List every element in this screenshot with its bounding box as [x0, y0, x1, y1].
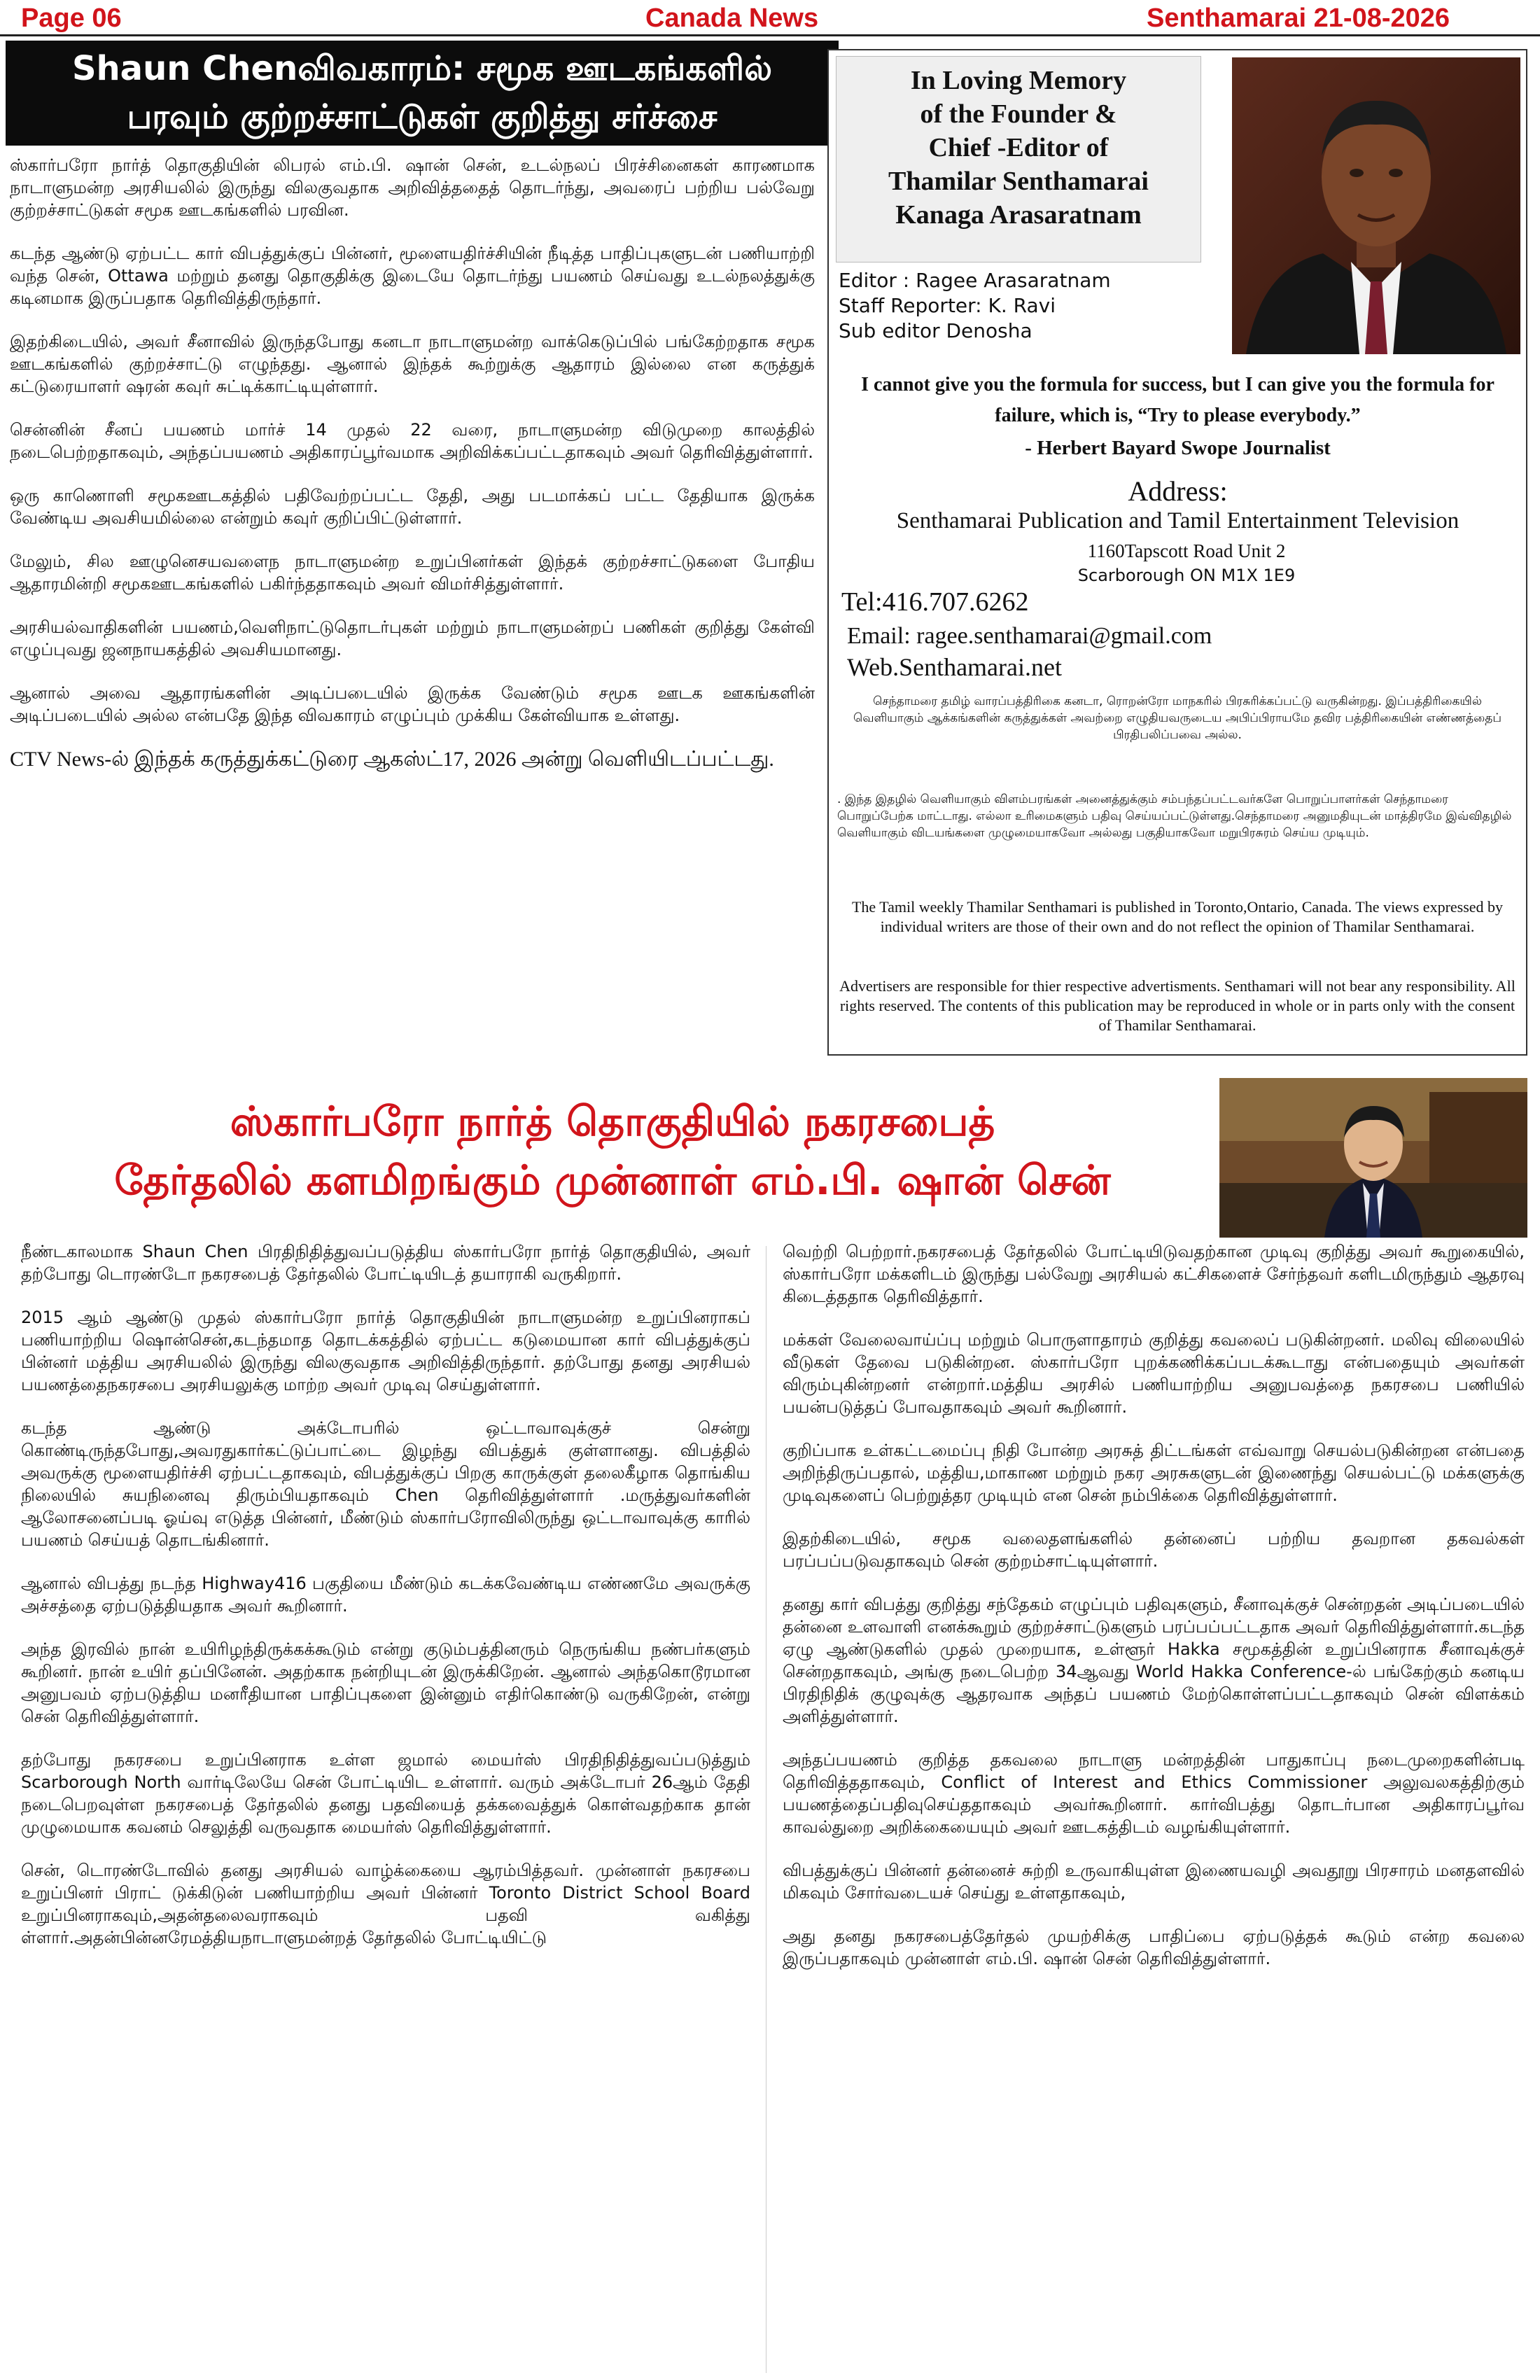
- address-city: Scarborough ON M1X 1E9: [1077, 566, 1296, 585]
- address-heading: Address:: [1128, 475, 1228, 507]
- paragraph: இதற்கிடையில், சமூக வலைதளங்களில் தன்னைப் பற்றிய தவறான தகவல்கள் பரப்பப்படுவதாகவும் சென் குற்றம்சாட்டியுள்ளார்.: [783, 1529, 1525, 1571]
- bottom-article-right-column: [783, 1240, 1525, 2374]
- reporter-credit: Staff Reporter: K. Ravi: [839, 294, 1056, 317]
- top-headline-line2: பரவும் குற்றச்சாட்டுகள் குறித்து சர்ச்சை: [127, 97, 718, 136]
- bottom-article-headline: [21, 1092, 1204, 1211]
- memorial-line: In Loving Memory: [910, 66, 1127, 95]
- paragraph: நீண்டகாலமாக Shaun Chen பிரதிநிதித்துவப்படுத்திய ஸ்கார்பரோ நார்த் தொகுதியில், அவர் தற்போது டொரண்டோ நகரசபைத் தேர்தலில் போட்டியிடத் தயாராகி வருகிறார்.: [21, 1242, 750, 1284]
- disclaimer-english-2: Advertisers are responsible for thier respective advertisments. Senthamari will not bear any responsibility. All rights reserved. The contents of this publication may be reproduced in whole or in parts only with the consent of Thamilar Senthamarai.: [839, 977, 1516, 1034]
- paragraph: ஆனால் அவை ஆதாரங்களின் அடிப்படையில் இருக்க வேண்டும் சமூக ஊடக ஊகங்களின் அடிப்படையில் அல்ல என்பதே இந்த விவகாரம் எழுப்பும் முக்கிய கேள்வியாக உள்ளது.: [10, 683, 815, 725]
- memorial-title: [836, 56, 1201, 262]
- email-address: Email: ragee.senthamarai@gmail.com: [847, 623, 1212, 649]
- subeditor-credit: Sub editor Denosha: [839, 319, 1032, 342]
- paragraph: தற்போது நகரசபை உறுப்பினராக உள்ள ஜமால் மையர்ஸ் பிரதிநிதித்துவப்படுத்தும் Scarborough North வார்டிலேயே சென் போட்டியிட உள்ளார். வரும் அக்டோபர் 26ஆம் தேதி நடைபெறவுள்ள நகரசபைத் தேர்தலில் தனது பதவியைத் தக்கவைத்துக் கொள்வதற்காக தான் முழுமையாக கவனம் செலுத்தி வருவதாக மையர்ஸ் தெரிவித்துள்ளார்.: [21, 1750, 750, 1837]
- disclaimer-english-1: The Tamil weekly Thamilar Senthamari is published in Toronto,Ontario, Canada. The views expressed by individual writers are those of their own and do not reflect the opinion of Thamilar Senthamarai.: [851, 898, 1504, 935]
- paragraph: கடந்த ஆண்டு ஏற்பட்ட கார் விபத்துக்குப் பின்னர், மூளையதிர்ச்சியின் நீடித்த பாதிப்புகளுடன் பணியாற்றி வந்த சென், Ottawa மற்றும் தனது தொகுதிக்கு இடையே தொடர்ந்து பயணம் செய்வது உடல்நலத்துக்கு கடினமாக இருப்பதாக தெரிவித்திருந்தார்.: [10, 244, 815, 308]
- paragraph: வெற்றி பெற்றார்.நகரசபைத் தேர்தலில் போட்டியிடுவதற்கான முடிவு குறித்து அவர் கூறுகையில், ஸ்கார்பரோ மக்களிடம் இருந்து பல்வேறு அரசியல் கட்சிகளைச் சேர்ந்தவர் களிடமிருந்தும் ஆதரவு கிடைத்ததாக தெரிவித்தார்.: [783, 1242, 1525, 1306]
- paragraph: சென்னின் சீனப் பயணம் மார்ச் 14 முதல் 22 வரை, நாடாளுமன்ற விடுமுறை காலத்தில் நடைபெற்றதாகவும், அந்தப்பயணம் அதிகாரப்பூர்வமாக அறிவிக்கப்பட்டதாகவும் அவர் தெரிவித்துள்ளார்.: [10, 420, 815, 462]
- paragraph: மேலும், சில ஊழுனெசயவளைந நாடாளுமன்ற உறுப்பினர்கள் இந்தக் குற்றச்சாட்டுகளை போதிய ஆதாரமின்றி சமூகஊடகங்களில் பகிர்ந்ததாகவும் அவர் விமர்சித்துள்ளார்.: [10, 552, 815, 594]
- address-street: 1160Tapscott Road Unit 2: [1087, 540, 1286, 561]
- paragraph: தனது கார் விபத்து குறித்து சந்தேகம் எழுப்பும் பதிவுகளும், சீனாவுக்குச் சென்றதன் அடிப்படையில் தன்னை உளவாளி எனக்கூறும் குற்றச்சாட்டுகளும் பரப்பப்பட்டதாக அவர் தெரிவித்துள்ளார்.கடந்த ஏழு ஆண்டுகளில் முதல் முறையாக, உள்ளூர் Hakka சமூகத்தின் உறுப்பினராக சீனாவுக்குச் சென்றதாகவும், அங்கு நடைபெற்ற 34ஆவது World Hakka Conference-ல் பங்கேற்கும் கனடிய பிரதிநிதிக் குழுவுக்கு ஆதரவாக அந்தப் பயணம் மேற்கொள்ளப்பட்டதாகவும் சென் விளக்கம் அளித்துள்ளார்.: [783, 1595, 1525, 1726]
- page-header: [0, 0, 1540, 36]
- paragraph: ஒரு காணொளி சமூகஊடகத்தில் பதிவேற்றப்பட்ட தேதி, அது படமாக்கப் பட்ட தேதியாக இருக்க வேண்டிய அவசியமில்லை என்றும் கவுர் குறிப்பிட்டுள்ளார்.: [10, 486, 815, 528]
- paragraph: அந்த இரவில் நான் உயிரிழந்திருக்கக்கூடும் என்று குடும்பத்தினரும் நெருங்கிய நண்பர்களும் கூறினர். நான் உயிர் தப்பினேன். அதற்காக நன்றியுடன் இருக்கிறேன். ஆனால் அந்தகொடூரமான அனுபவம் ஏற்படுத்திய மனரீதியான பாதிப்புகளை இன்னும் எதிர்கொண்டு வருகிறேன், என்று சென் தெரிவித்துள்ளார்.: [21, 1639, 750, 1726]
- disclaimer-tamil-1: செந்தாமரை தமிழ் வாரப்பத்திரிகை கனடா, ரொறன்ரோ மாநகரில் பிரசுரிக்கப்பட்டு வருகின்றது. இப்பத்திரிகையில் வெளியாகும் ஆக்கங்களின் கருத்துக்கள் அவற்றை எழுதியவருடைய அபிப்பிராயமே தவிர பத்திரிகையின் எண்ணத்தைப் பிரதிபலிப்பவை அல்ல.: [853, 694, 1502, 742]
- top-article-headline: [6, 41, 839, 146]
- disclaimer-tamil-2: . இந்த இதழில் வெளியாகும் விளம்பரங்கள் அனைத்துக்கும் சம்பந்தப்பட்டவர்களே பொறுப்பாளர்கள் செந்தாமரை பொறுப்பேற்க மாட்டாது. எல்லா உரிமைகளும் பதிவு செய்யப்பட்டுள்ளது.செந்தாமரை அனுமதியுடன் மாத்திரமே இவ்விதழில் வெளியாகும் விடயங்களை முழுமையாகவோ அல்லது பகுதியாகவோ மறுபிரசுரம் செய்ய முடியும்.: [837, 792, 1512, 840]
- memorial-line: Chief -Editor of: [928, 133, 1109, 162]
- paragraph: அந்தப்பயணம் குறித்த தகவலை நாடாளு மன்றத்தின் பாதுகாப்பு நடைமுறைகளின்படி தெரிவித்ததாகவும், Conflict of Interest and Ethics Commissioner அலுவலகத்திற்கும் பயணத்தைப்பதிவுசெய்ததாகவும் அவர்கூறினார். கார்விபத்து தொடர்பான அதிகாரப்பூர்வ காவல்துறை அறிக்கையையும் அவர் ஊடகத்திடம் வழங்கியுள்ளார்.: [783, 1750, 1525, 1837]
- quote-attribution: - Herbert Bayard Swope Journalist: [1025, 437, 1331, 459]
- founder-portrait: [1232, 57, 1520, 354]
- memorial-line: Thamilar Senthamarai: [888, 167, 1149, 196]
- paragraph: ஸ்கார்பரோ நார்த் தொகுதியின் லிபரல் எம்.பி. ஷான் சென், உடல்நலப் பிரச்சினைகள் காரணமாக நாடாளுமன்ற அரசியலில் இருந்து விலகுவதாக அறிவித்ததைத் தொடர்ந்து, அவரைப் பற்றிய பல்வேறு குற்றச்சாட்டுகள் சமூக ஊடகங்களில் பரவின.: [10, 155, 815, 220]
- bottom-headline-line1: ஸ்கார்பரோ நார்த் தொகுதியில் நகரசபைத்: [230, 1098, 995, 1145]
- paragraph: அரசியல்வாதிகளின் பயணம்,வெளிநாட்டுதொடர்புகள் மற்றும் நாடாளுமன்றப் பணிகள் குறித்து கேள்வி எழுப்புவது ஜனநாயகத்தில் அவசியமானது.: [10, 617, 815, 659]
- telephone: Tel:416.707.6262: [841, 587, 1029, 617]
- section-name: Canada News: [645, 4, 819, 33]
- address-organization: Senthamarai Publication and Tamil Entertainment Television: [896, 508, 1460, 533]
- memorial-line: of the Founder &: [920, 99, 1117, 129]
- shaun-chen-photo: [1219, 1078, 1527, 1238]
- paragraph: சென், டொரண்டோவில் தனது அரசியல் வாழ்க்கையை ஆரம்பித்தவர். முன்னாள் நகரசபை உறுப்பினர் பிராட் டுக்கிடுன் பணியாற்றிய அவர் பின்னர் Toronto District School Board உறுப்பினராகவும்,அதன்தலைவராகவும் பதவி வகித்து ள்ளார்.அதன்பின்னரேமத்தியநாடாளுமன்றத் தேர்தலில் போட்டியிட்டு: [21, 1861, 750, 1947]
- page-number: Page 06: [21, 4, 122, 33]
- issue-date: Senthamarai 21-08-2026: [1147, 4, 1450, 33]
- bottom-article-left-column: [21, 1240, 750, 2374]
- staff-credits: [839, 268, 1231, 359]
- paragraph: கடந்த ஆண்டு அக்டோபரில் ஒட்டாவாவுக்குச் சென்று கொண்டிருந்தபோது,அவரதுகார்கட்டுப்பாட்டை இழந்து விபத்துக் குள்ளானது. விபத்தில் அவருக்கு மூளையதிர்ச்சி ஏற்பட்டதாகவும், விபத்துக்குப் பிறகு காருக்குள் தலைகீழாக தொங்கிய நிலையில் சுயநினைவு திரும்பியதாகவும் Chen தெரிவித்துள்ளார் .மருத்துவர்களின் ஆலோசனைப்படி ஓய்வு எடுத்த பின்னர், மீண்டும் ஸ்கார்பரோவிலிருந்து ஒட்டாவாவுக்கு காரில் பயணம் செய்யத் தொடங்கினார்.: [21, 1418, 750, 1550]
- paragraph: விபத்துக்குப் பின்னர் தன்னைச் சுற்றி உருவாகியுள்ள இணையவழி அவதூறு பிரசாரம் மனதளவில் மிகவும் சோர்வடையச் செய்து உள்ளதாகவும்,: [783, 1861, 1525, 1903]
- paragraph: 2015 ஆம் ஆண்டு முதல் ஸ்கார்பரோ நார்த் தொகுதியின் நாடாளுமன்ற உறுப்பினராகப் பணியாற்றிய ஷொன்சென்,கடந்தமாத தொடக்கத்தில் ஏற்பட்ட கடுமையான கார் விபத்துக்குப் பின்னர் மத்திய அரசியலில் இருந்து விலகுவதாக அறிவித்திருந்தார். தற்போது தனது அரசியல் பயணத்தைநகரசபை அரசியலுக்கு மாற்ற அவர் முடிவு செய்துள்ளார்.: [21, 1308, 750, 1394]
- editor-credit: Editor : Ragee Arasaratnam: [839, 269, 1111, 292]
- paragraph: மக்கள் வேலைவாய்ப்பு மற்றும் பொருளாதாரம் குறித்து கவலைப் படுகின்றனர். மலிவு விலையில் வீடுகள் தேவை படுகின்றன. ஸ்கார்பரோ புறக்கணிக்கப்படக்கூடாது என்பதையும் அவர்கள் விரும்புகின்றனர் என்றார்.மத்திய அரசில் பணியாற்றிய அனுபவத்தை நகரசபை பணியில் பயன்படுத்தப் போவதாகவும் அவர் கூறினார்.: [783, 1330, 1525, 1417]
- source-note: CTV News-ல் இந்தக் கருத்துக்கட்டுரை ஆகஸ்ட்17, 2026 அன்று வெளியிடப்பட்டது.: [10, 748, 774, 771]
- top-headline-line1: Shaun Chenவிவகாரம்: சமூக ஊடகங்களில்: [71, 49, 773, 88]
- bottom-headline-line2: தேர்தலில் களமிறங்கும் முன்னாள் எம்.பி. ஷான் சென்: [114, 1156, 1111, 1204]
- paragraph: ஆனால் விபத்து நடந்த Highway416 பகுதியை மீண்டும் கடக்கவேண்டிய எண்ணமே அவருக்கு அச்சத்தை ஏற்படுத்தியதாக அவர் கூறினார்.: [21, 1574, 750, 1616]
- memorial-line: Kanaga Arasaratnam: [895, 200, 1142, 230]
- paragraph: இதற்கிடையில், அவர் சீனாவில் இருந்தபோது கனடா நாடாளுமன்ற வாக்கெடுப்பில் பங்கேற்றதாக சமூக ஊடகங்களில் குற்றச்சாட்டு எழுந்தது. ஆனால் இந்தக் கூற்றுக்கு ஆதாரம் இல்லை என கருத்துக் கட்டுரையாளர் ஷரன் கவுர் சுட்டிக்காட்டியுள்ளார்.: [10, 332, 815, 396]
- quote-text: I cannot give you the formula for success, but I can give you the formula for failure, which is, “Try to please everybody.”: [861, 374, 1494, 426]
- top-article-body: [10, 154, 815, 1127]
- paragraph: குறிப்பாக உள்கட்டமைப்பு நிதி போன்ற அரசுத் திட்டங்கள் எவ்வாறு செயல்படுகின்றன என்பதை அறிந்திருப்பதால், மத்திய,மாகாண மற்றும் நகர அரசுகளுடன் இணைந்து செயல்பட்டு மக்களுக்கு முடிவுகளைப் பெற்றுத்தர முடியும் என சென் நம்பிக்கை தெரிவித்துள்ளார்.: [783, 1441, 1525, 1505]
- paragraph: அது தனது நகரசபைத்தேர்தல் முயற்சிக்கு பாதிப்பை ஏற்படுத்தக் கூடும் என்ற கவலை இருப்பதாகவும் முன்னாள் எம்.பி. ஷான் சென் தெரிவித்துள்ளார்.: [783, 1926, 1525, 1968]
- website: Web.Senthamarai.net: [847, 653, 1062, 681]
